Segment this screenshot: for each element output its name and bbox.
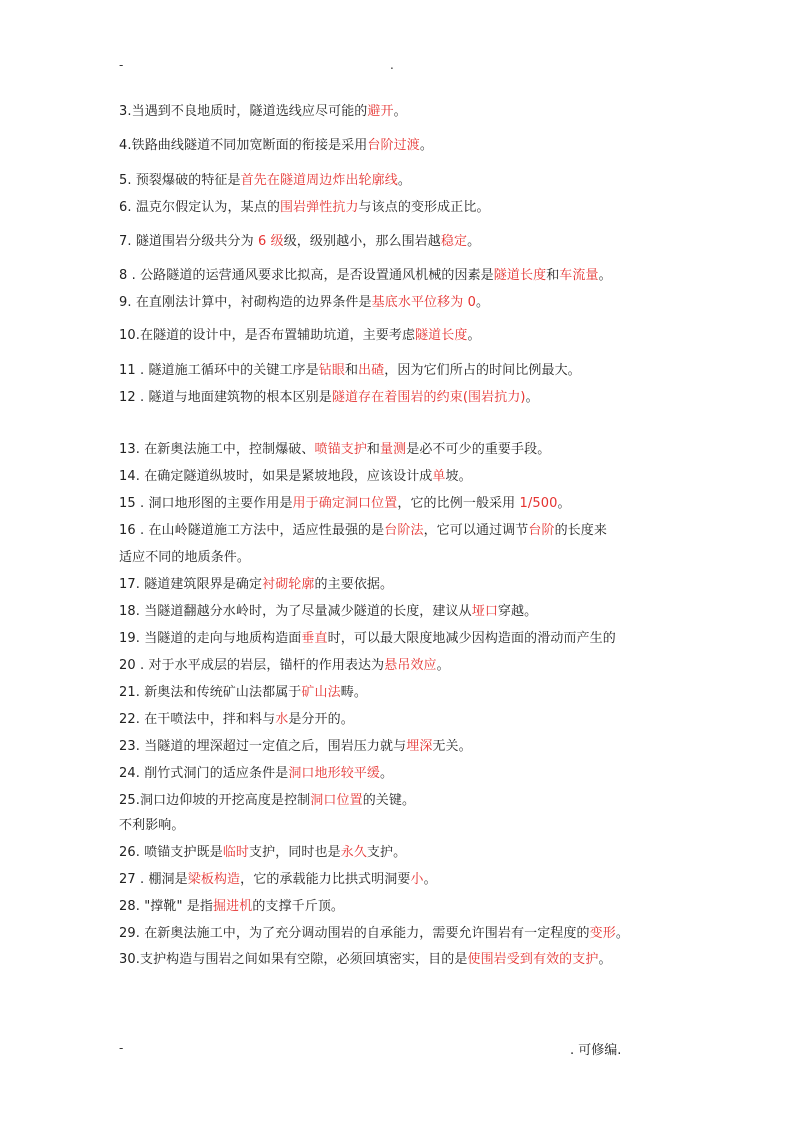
text-segment: 29. 在新奥法施工中，为了充分调动围岩的自承能力，需要允许围岩有一定程度的 (119, 926, 590, 941)
text-segment: 26. 喷锚支护既是 (119, 845, 223, 860)
highlighted-answer: 1/500 (519, 496, 558, 511)
text-segment: 8 . 公路隧道的运营通风要求比拟高，是否设置通风机械的因素是 (119, 268, 494, 283)
text-segment: 10.在隧道的设计中，是否布置辅助坑道，主要考虑 (119, 328, 416, 343)
highlighted-answer: 车流量 (559, 268, 599, 283)
highlighted-answer: 隧道存在着围岩的约束(围岩抗力) (331, 390, 526, 405)
text-segment: 时，可以最大限度地减少因构造面的滑动而产生的 (327, 631, 616, 646)
text-segment: 。 (436, 658, 450, 673)
text-segment: 28. "撑靴" 是指 (119, 899, 213, 914)
highlighted-answer: 使围岩受到有效的支护 (467, 952, 599, 967)
text-segment: 和 (344, 363, 359, 378)
text-segment: 20 . 对于水平成层的岩层，锚杆的作用表达为 (119, 658, 385, 673)
text-line (119, 577, 393, 593)
text-segment: 。 (615, 926, 629, 941)
highlighted-answer: 洞口地形较平缓 (288, 766, 381, 781)
text-segment: 支护，同时也是 (249, 845, 341, 860)
text-line (119, 739, 472, 755)
highlighted-answer: 小 (410, 872, 424, 887)
highlighted-answer: 垭口 (471, 604, 498, 619)
text-segment: 。 (380, 766, 394, 781)
text-segment: 的长度来 (554, 523, 607, 538)
highlighted-answer: 台阶法 (384, 523, 424, 538)
text-line (119, 899, 344, 915)
text-segment: 17. 隧道建筑限界是确定 (119, 577, 263, 592)
text-segment: 。 (475, 295, 490, 310)
highlighted-answer: 隧道长度 (493, 268, 547, 283)
text-segment: 和 (546, 268, 560, 283)
text-line (119, 631, 616, 647)
text-line (119, 926, 629, 942)
text-segment: 16 . 在山岭隧道施工方法中，适应性最强的是 (119, 523, 385, 538)
text-segment: 27 . 棚洞是 (119, 872, 188, 887)
text-segment: 3.当遇到不良地质时，隧道选线应尽可能的 (119, 104, 368, 119)
text-line (119, 952, 612, 968)
text-segment: 5. 预裂爆破的特征是 (119, 173, 241, 188)
text-segment: 。 (397, 173, 411, 188)
text-line (119, 200, 490, 216)
text-segment: 适应不同的地质条件。 (119, 550, 251, 565)
header-right-mark: . (390, 58, 394, 72)
text-line (119, 295, 489, 311)
text-line (119, 363, 581, 379)
highlighted-answer: 垂直 (301, 631, 328, 646)
text-segment: ，因为它们所占的时间比例最大。 (384, 363, 581, 378)
text-line (119, 442, 550, 458)
text-segment: 30.支护构造与围岩之间如果有空隙，必须回填密实，目的是 (119, 952, 468, 967)
text-segment: ，它的承载能力比拱式明洞要 (240, 872, 411, 887)
text-line (119, 328, 481, 344)
text-segment: 25.洞口边仰坡的开挖高度是控制 (119, 793, 311, 808)
text-segment: 23. 当隧道的埋深超过一定值之后，围岩压力就与 (119, 739, 407, 754)
highlighted-answer: 稳定 (440, 234, 468, 249)
highlighted-answer: 用于确定洞口位置 (292, 496, 398, 511)
highlighted-answer: 喷锚支护 (314, 442, 367, 457)
highlighted-answer: 单 (432, 469, 446, 484)
highlighted-answer: 洞口位置 (310, 793, 363, 808)
text-line (119, 173, 411, 189)
text-segment: 的关键。 (362, 793, 416, 808)
text-line (119, 872, 437, 888)
text-segment: 19. 当隧道的走向与地质构造面 (119, 631, 302, 646)
text-segment: 22. 在干喷法中，拌和料与 (119, 712, 276, 727)
highlighted-answer: 变形 (589, 926, 616, 941)
footer-right-text: . 可修编. (570, 1043, 622, 1058)
text-segment: 是分开的。 (288, 712, 354, 727)
text-segment: 畴。 (340, 685, 367, 700)
text-segment: 支护。 (366, 845, 407, 860)
text-segment: 的主要依据。 (314, 577, 394, 592)
text-line (119, 138, 433, 154)
text-segment: 和 (366, 442, 381, 457)
text-segment: 。 (467, 234, 481, 249)
text-segment: 。 (419, 138, 433, 153)
highlighted-answer: 永久 (340, 845, 367, 860)
text-segment: 是必不可少的重要手段。 (406, 442, 551, 457)
header-left-mark: - (119, 58, 124, 72)
text-line (119, 104, 407, 120)
text-segment: 无关。 (432, 739, 472, 754)
text-segment: ，它可以通过调节 (423, 523, 529, 538)
highlighted-answer: 台阶 (528, 523, 555, 538)
text-segment: 。 (557, 496, 571, 511)
text-segment: 。 (598, 268, 612, 283)
text-segment: 13. 在新奥法施工中，控制爆破、 (119, 442, 315, 457)
text-line (119, 604, 537, 620)
text-line (119, 234, 480, 250)
text-segment: 14. 在确定隧道纵坡时，如果是紧坡地段，应该设计成 (119, 469, 433, 484)
text-line (119, 712, 354, 728)
text-segment: 。 (393, 104, 407, 119)
text-line (119, 766, 393, 782)
highlighted-answer: 矿山法 (301, 685, 341, 700)
footer-left-mark: - (119, 1041, 124, 1055)
highlighted-answer: 水 (275, 712, 289, 727)
text-segment: 18. 当隧道翻越分水岭时，为了尽量减少隧道的长度，建议从 (119, 604, 472, 619)
text-line (119, 845, 406, 861)
text-segment: 6. 温克尔假定认为，某点的 (119, 200, 280, 215)
text-segment: 级，级别越小，那么围岩越 (283, 234, 441, 249)
highlighted-answer: 钻眼 (318, 363, 345, 378)
highlighted-answer: 围岩弹性抗力 (279, 200, 359, 215)
highlighted-answer: 梁板构造 (187, 872, 241, 887)
text-segment: 4.铁路曲线隧道不同加宽断面的衔接是采用 (119, 138, 368, 153)
text-segment: 。 (598, 952, 612, 967)
text-line (119, 685, 367, 701)
text-segment: 7. 隧道围岩分级共分为 (119, 234, 258, 249)
highlighted-answer: 量测 (380, 442, 407, 457)
text-line (119, 523, 607, 539)
text-line (119, 390, 539, 406)
highlighted-answer: 埋深 (406, 739, 433, 754)
text-segment: 不利影响。 (119, 818, 185, 833)
text-segment: 15 . 洞口地形图的主要作用是 (119, 496, 293, 511)
highlighted-answer: 衬砌轮廓 (262, 577, 315, 592)
text-line (119, 658, 450, 674)
text-segment: 。 (423, 872, 437, 887)
text-segment: 穿越。 (497, 604, 538, 619)
highlighted-answer: 首先在隧道周边炸出轮廓线 (240, 173, 398, 188)
text-line (119, 818, 185, 834)
text-line (119, 469, 472, 485)
highlighted-answer: 临时 (222, 845, 250, 860)
text-segment: ，它的比例一般采用 (397, 496, 520, 511)
text-segment: 24. 削竹式洞门的适应条件是 (119, 766, 289, 781)
text-segment: 21. 新奥法和传统矿山法都属于 (119, 685, 302, 700)
text-segment: 坡。 (445, 469, 472, 484)
text-segment: 的支撑千斤顶。 (252, 899, 345, 914)
highlighted-answer: 掘进机 (213, 899, 253, 914)
text-segment: 12 . 隧道与地面建筑物的根本区别是 (119, 390, 332, 405)
text-line (119, 496, 571, 512)
highlighted-answer: 台阶过渡 (367, 138, 420, 153)
text-segment: 。 (525, 390, 539, 405)
highlighted-answer: 出碴 (358, 363, 385, 378)
highlighted-answer: 隧道长度 (415, 328, 468, 343)
text-line (119, 268, 612, 284)
highlighted-answer: 基底水平位移为 0 (371, 295, 476, 310)
text-segment: 。 (467, 328, 481, 343)
text-segment: 11 . 隧道施工循环中的关键工序是 (119, 363, 319, 378)
text-line (119, 793, 415, 809)
text-line (119, 550, 250, 566)
text-segment: 9. 在直刚法计算中，衬砌构造的边界条件是 (119, 295, 372, 310)
highlighted-answer: 避开 (367, 104, 394, 119)
highlighted-answer: 6 级 (257, 234, 284, 249)
text-segment: 与该点的变形成正比。 (358, 200, 490, 215)
highlighted-answer: 悬吊效应 (384, 658, 437, 673)
